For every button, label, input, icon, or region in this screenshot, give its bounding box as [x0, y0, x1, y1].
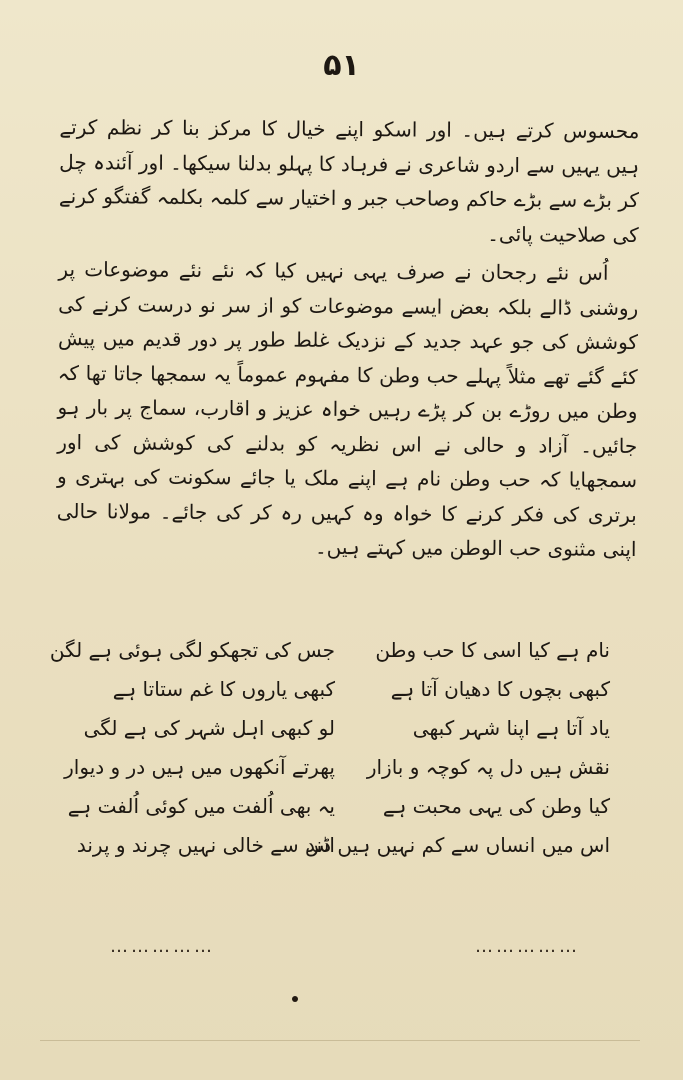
prose-body [56, 110, 639, 567]
couplet [83, 708, 610, 747]
ornament-dot [292, 996, 298, 1002]
misra-first: نام ہے کیا اسی کا حب وطن [375, 637, 610, 662]
misra-second: یہ بھی اُلفت میں کوئی اُلفت ہے [67, 793, 335, 818]
misra-first: کبھی بچوں کا دھیان آتا ہے [390, 676, 610, 701]
ellipsis: …………… [110, 936, 215, 957]
page-number: ۵۱ [323, 48, 360, 83]
ellipsis: …………… [475, 936, 580, 957]
misra-first: نقش ہیں دل پہ کوچہ و بازار [366, 754, 610, 779]
couplet [76, 825, 610, 864]
couplet [90, 669, 610, 708]
paragraph: اُس نئے رجحان نے صرف یہی نہیں کیا کہ نئے نئے موضوعات پر روشنی ڈالے بلکہ بعض ایسے موضوعات کو از سر نو درست کرنے کی کوشش کی جو عہد جدید کے نزدیک غلط طور پر دور قدیم میں پیش کئے گئے تھے مثلاً پہلے حب وطن کا مفہوم عموماً یہ سمجھا جاتا تھا کہ وطن میں روڑے بن کر پڑے رہیں خواہ عزیز و اقارب، سماج پر بار ہو جائیں۔ آزاد و حالی نے اس نظریہ کو بدلنے کی کوشش کی اور سمجھایا کہ حب وطن نام ہے اپنے ملک یا جائے سکونت کی بہتری و برتری کی فکر کرنے کا خواہ وہ کہیں رہ کر کی جائے۔ مولانا حالی اپنی مثنوی حب الوطن میں کہتے ہیں۔ [56, 256, 639, 562]
paragraph: محسوس کرتے ہیں۔ اور اسکو اپنے خیال کا مرکز بنا کر نظم کرتے ہیں یہیں سے اردو شاعری نے فرہاد کا پہلو بدلنا سیکھا۔ اور آئندہ چل کر بڑے سے بڑے حاکم وصاحب جبر و اختیار سے کلمہ بکلمہ گفتگو کرنے کی صلاحیت پائی۔ [58, 114, 640, 247]
misra-first: کیا وطن کی یہی محبت ہے [382, 793, 610, 818]
misra-first: یاد آتا ہے اپنا شہر کبھی [412, 715, 610, 740]
misra-second: لو کبھی اہل شہر کی ہے لگی [83, 715, 335, 740]
misra-second: کبھی یاروں کا غم ستاتا ہے [112, 676, 335, 701]
couplet [49, 630, 610, 669]
misra-second: جس کی تجھکو لگی ہوئی ہے لگن [49, 637, 335, 662]
couplet [64, 747, 610, 786]
misra-second: پھرتے آنکھوں میں ہیں در و دیوار [64, 754, 335, 779]
verse-block [49, 630, 610, 864]
couplet [67, 786, 610, 825]
misra-second: اس سے خالی نہیں چرند و پرند [76, 832, 335, 857]
page-edge-line [40, 1040, 640, 1041]
ellipsis-row [110, 936, 580, 957]
misra-first: اس میں انساں سے کم نہیں ہیں ڈند [306, 832, 610, 857]
